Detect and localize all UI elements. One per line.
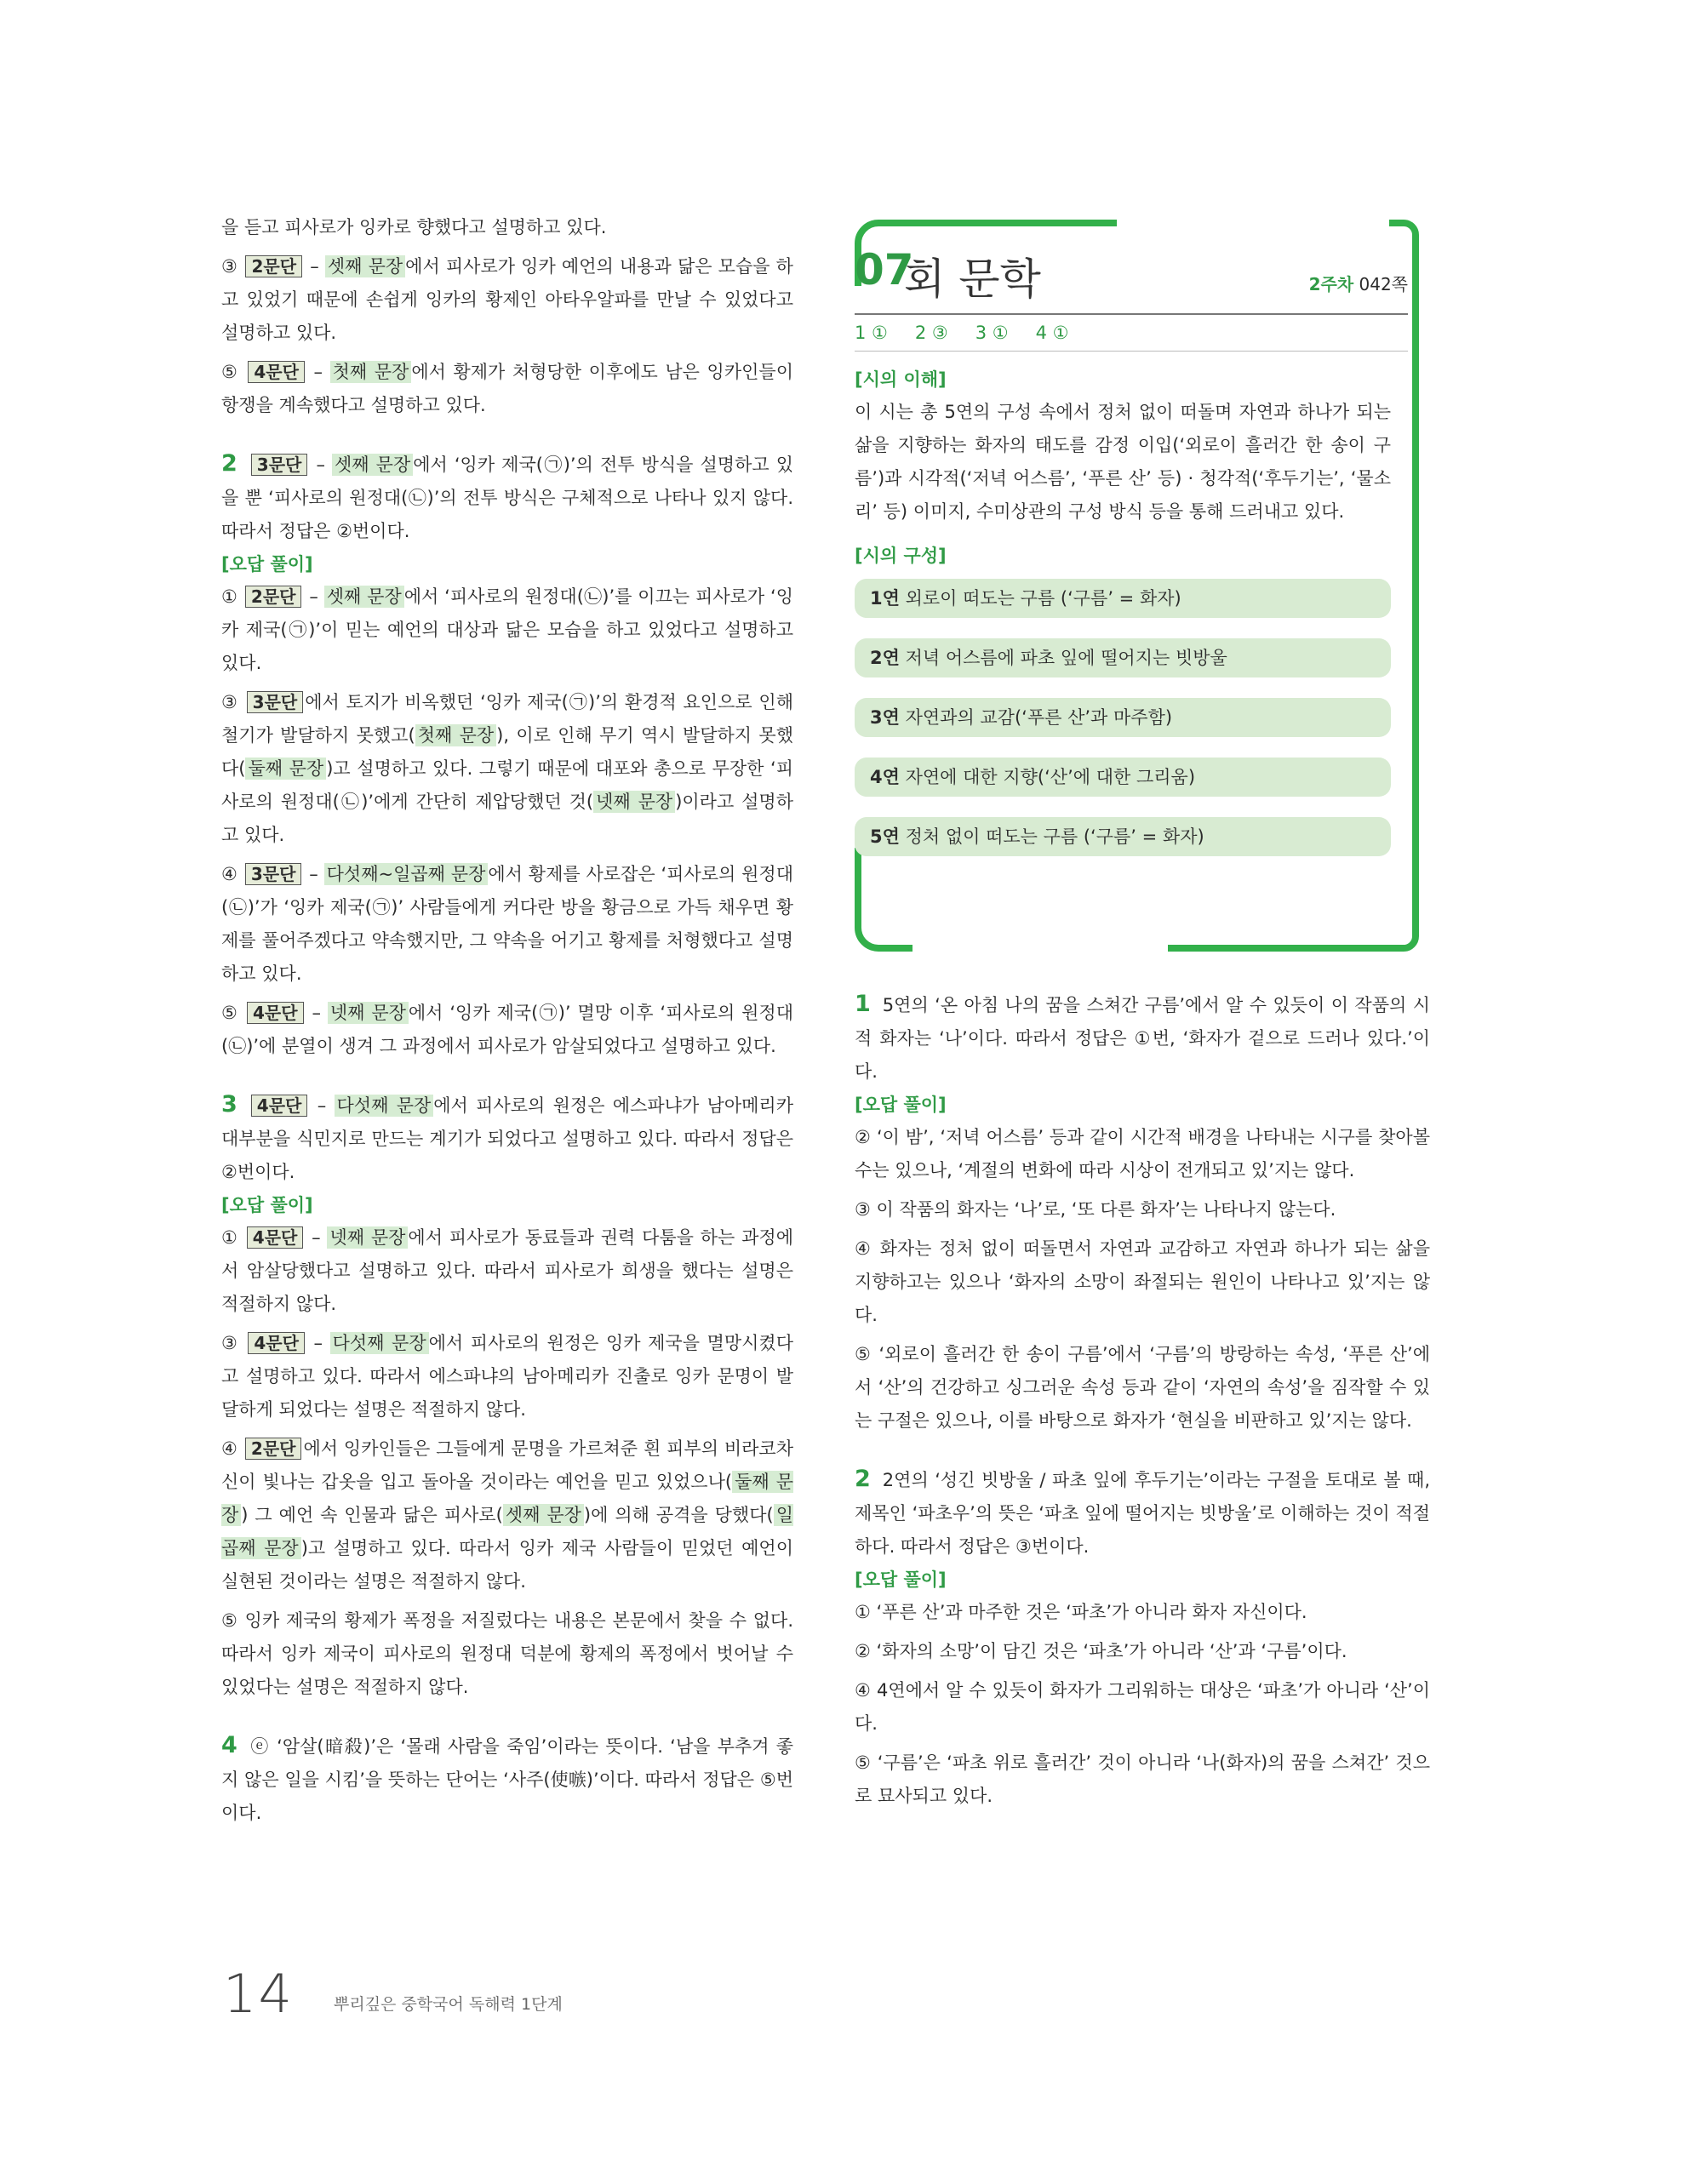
poem-understanding-text: 이 시는 총 5연의 구성 속에서 정처 없이 떠돌며 자연과 하나가 되는 삶을 지향하는 화자의 태도를 감정 이입(‘외로이 흘러간 한 송이 구름’)과 시각적(‘저녁 어스름’, ‘푸른 산’ 등) · 청각적(‘후두기는’, ‘물소리’ 등) 이미지, 수미상관의 구성 방식 등을 통해 드러내고 있다.: [855, 402, 1391, 522]
dash: –: [312, 1003, 321, 1023]
option-item: ⑤ ‘외로이 흘러간 한 송이 구름’에서 ‘구름’의 방랑하는 속성, ‘푸른 산’에서 ‘산’의 건강하고 싱그러운 속성 등과 같이 ‘자연의 속성’을 짐작할 수 있는 구절은 있으나, 이를 바탕으로 화자가 ‘현실을 비판하고 있’지는 않다.: [855, 1344, 1430, 1431]
text: ) 그 예언 속 인물과 닮은 피사로(: [241, 1505, 503, 1525]
paragraph-tag: 2문단: [245, 1438, 302, 1460]
text: ⓔ ‘암살(暗殺)’은 ‘몰래 사람을 죽임’이라는 뜻이다. ‘남을 부추겨 좋지 않은 일을 시킴’을 뜻하는 단어는 ‘사주(使嗾)’이다. 따라서 정답은 ⑤번이다.: [221, 1736, 793, 1823]
stanza-text: 자연에 대한 지향(‘산’에 대한 그리움): [899, 767, 1196, 787]
text: 에서 ‘피사로의 원정대(㉡)’를 이끄는 피사로가 ‘잉카 제국(㉠)’이 믿는 예언의 대상과 닮은 모습을 하고 있었다고 설명하고 있다.: [221, 586, 793, 673]
option-number: ③: [221, 692, 238, 712]
question-2-explanation: [221, 447, 793, 548]
paragraph-tag: 4문단: [247, 1002, 304, 1024]
sentence-highlight: 다섯째 문장: [335, 1095, 434, 1117]
option-item: [221, 858, 793, 991]
paragraph-tag: 3문단: [245, 863, 302, 885]
stanza-row: [855, 758, 1391, 797]
text: 에서 황제를 사로잡은 ‘피사로의 원정대(㉡)’가 ‘잉카 제국(㉠)’ 사람들에게 커다란 방을 황금으로 가득 채우면 황제를 풀어주겠다고 약속했지만, 그 약속을 어기고 황제를 처형했다고 설명하고 있다.: [221, 864, 794, 984]
paragraph-tag: 4문단: [248, 1332, 305, 1354]
text: )이라고 설명하고 있다.: [221, 792, 793, 845]
option-number: ④: [221, 864, 237, 884]
sentence-highlight: 넷째 문장: [328, 1002, 409, 1024]
dash: –: [309, 864, 318, 884]
left-column: [221, 211, 793, 1836]
paragraph-tag: 2문단: [245, 255, 302, 277]
dash: –: [312, 1227, 321, 1248]
sentence-highlight: 다섯째~일곱째 문장: [324, 863, 489, 885]
sentence-highlight: 넷째 문장: [327, 1226, 408, 1249]
stanza-number: 2연: [870, 648, 900, 668]
sentence-highlight: 둘째 문장: [221, 1472, 793, 1525]
paragraph-tag: 4문단: [247, 1226, 304, 1249]
answer-box-header: [855, 220, 1408, 313]
sentence-highlight: 셋째 문장: [324, 586, 404, 608]
option-number: ①: [221, 586, 238, 607]
question-3-explanation: [221, 1088, 793, 1189]
sentence-highlight: 둘째 문장: [245, 758, 326, 780]
answer-key-item: 2 ③: [914, 323, 948, 343]
sentence-highlight: 첫째 문장: [330, 361, 412, 383]
wrong-answer-label: [오답 풀이]: [855, 1569, 947, 1590]
text: )에 의해 공격을 당했다(: [583, 1505, 774, 1525]
option-number: ⑤: [221, 1610, 238, 1631]
option-item: [221, 997, 793, 1063]
sentence-highlight: 넷째 문장: [593, 791, 675, 813]
stanza-row: [855, 817, 1391, 856]
stanza-row: [855, 638, 1391, 677]
text: 에서 피사로의 원정은 잉카 제국을 멸망시켰다고 설명하고 있다. 따라서 에스파냐의 남아메리카 진출로 잉카 문명이 발달하게 되었다는 설명은 적절하지 않다.: [221, 1333, 793, 1420]
text: 에서 ‘잉카 제국(㉠)’의 전투 방식을 설명하고 있을 뿐 ‘피사로의 원정대(㉡)’의 전투 방식은 구체적으로 나타나 있지 않다. 따라서 정답은 ②번이다.: [221, 455, 793, 541]
paragraph: [221, 211, 793, 244]
answer-key-item: 1 ①: [855, 323, 888, 343]
option-item: ② ‘화자의 소망’이 담긴 것은 ‘파초’가 아니라 ‘산’과 ‘구름’이다.: [855, 1641, 1347, 1661]
stanza-text: 저녁 어스름에 파초 잎에 떨어지는 빗방울: [899, 648, 1227, 668]
sentence-highlight: 셋째 문장: [332, 454, 413, 476]
question-2-explanation: [855, 1462, 1430, 1564]
dash: –: [309, 586, 318, 607]
answer-key-row: [855, 313, 1408, 352]
sentence-highlight: 셋째 문장: [503, 1504, 584, 1526]
text: 2연의 ‘성긴 빗방울 / 파초 잎에 후두기는’이라는 구절을 토대로 볼 때, 제목인 ‘파초우’의 뜻은 ‘파초 잎에 떨어지는 빗방울’로 이해하는 것이 적절하다. 따라서 정답은 ③번이다.: [855, 1470, 1430, 1557]
dash: –: [316, 455, 325, 475]
option-number: ⑤: [221, 1003, 239, 1023]
week-label: 2주차: [1308, 274, 1354, 294]
paragraph-tag: 4문단: [248, 361, 305, 383]
stanza-row: [855, 698, 1391, 737]
session-number: 07: [855, 245, 914, 294]
stanza-number: 4연: [870, 767, 900, 787]
stanza-text: 자연과의 교감(‘푸른 산’과 마주함): [899, 707, 1173, 728]
question-1-explanation: [855, 987, 1430, 1089]
option-item: [221, 1432, 793, 1598]
dash: –: [313, 1333, 323, 1353]
stanza-number: 1연: [870, 588, 900, 609]
wrong-answer-label: [오답 풀이]: [855, 1095, 947, 1115]
option-item: ④ 4연에서 알 수 있듯이 화자가 그리워하는 대상은 ‘파초’가 아니라 ‘산’이다.: [855, 1680, 1430, 1734]
option-item: [221, 1327, 793, 1426]
text: 에서 피사로의 원정은 에스파냐가 남아메리카 대부분을 식민지로 만드는 계기가 되었다고 설명하고 있다. 따라서 정답은 ②번이다.: [221, 1095, 793, 1182]
option-number: ⑤: [221, 362, 239, 382]
dash: –: [317, 1095, 327, 1116]
sentence-highlight: 일곱째 문장: [221, 1505, 793, 1558]
text: )고 설명하고 있다. 따라서 잉카 제국 사람들이 믿었던 예언이 실현된 것이라는 설명은 적절하지 않다.: [221, 1538, 793, 1592]
text: )고 설명하고 있다. 그렇기 때문에 대포와 총으로 무장한 ‘피사로의 원정대(㉡)’에게 간단히 제압당했던 것(: [221, 758, 793, 812]
text: 에서 ‘잉카 제국(㉠)’ 멸망 이후 ‘피사로의 원정대(㉡)’에 분열이 생겨 그 과정에서 피사로가 암살되었다고 설명하고 있다.: [221, 1003, 793, 1056]
text: 5연의 ‘온 아침 나의 꿈을 스쳐간 구름’에서 알 수 있듯이 이 작품의 시적 화자는 ‘나’이다. 따라서 정답은 ①번, ‘화자가 겉으로 드러나 있다.’이다.: [855, 995, 1430, 1082]
option-item: [221, 580, 793, 680]
poem-understanding-label: [시의 이해]: [855, 369, 947, 390]
paragraph-tag: 4문단: [251, 1095, 308, 1117]
sentence-highlight: 셋째 문장: [325, 255, 405, 277]
question-number: 2: [221, 450, 237, 477]
stanza-row: [855, 579, 1391, 618]
answer-key-item: 3 ①: [975, 323, 1009, 343]
question-number: 3: [221, 1091, 237, 1118]
page-ref: 042쪽: [1353, 274, 1408, 294]
sentence-highlight: 다섯째 문장: [330, 1332, 429, 1354]
option-number: ①: [221, 1227, 238, 1248]
text: ), 이로 인해 무기 역시 발달하지 못했다(: [221, 725, 793, 779]
sentence-highlight: 첫째 문장: [415, 724, 496, 746]
option-item: ③ 이 작품의 화자는 ‘나’로, ‘또 다른 화자’는 나타나지 않는다.: [855, 1199, 1336, 1220]
text: 에서 피사로가 동료들과 권력 다툼을 하는 과정에서 암살당했다고 설명하고 있다. 따라서 피사로가 희생을 했다는 설명은 적절하지 않다.: [221, 1227, 793, 1314]
question-number: 1: [855, 991, 871, 1017]
option-item: [221, 686, 793, 852]
option-item: ④ 화자는 정처 없이 떠돌면서 자연과 교감하고 자연과 하나가 되는 삶을 지향하고는 있으나 ‘화자의 소망이 좌절되는 원인이 나타나고 있’지는 않다.: [855, 1238, 1430, 1325]
stanza-number: 3연: [870, 707, 900, 728]
wrong-answer-label: [오답 풀이]: [221, 1195, 313, 1215]
book-title: 뿌리깊은 중학국어 독해력 1단계: [334, 1995, 563, 2014]
text: 잉카 제국의 황제가 폭정을 저질렀다는 내용은 본문에서 찾을 수 없다. 따라서 잉카 제국이 피사로의 원정대 덕분에 황제의 폭정에서 벗어날 수 있었다는 설명은 적절하지 않다.: [221, 1610, 794, 1697]
option-item: ② ‘이 밤’, ‘저녁 어스름’ 등과 같이 시간적 배경을 나타내는 시구를 찾아볼 수는 있으나, ‘계절의 변화에 따라 시상이 전개되고 있’지는 않다.: [855, 1127, 1430, 1181]
question-4-explanation: [221, 1729, 793, 1830]
option-number: ③: [221, 256, 238, 277]
question-number: 2: [855, 1466, 871, 1492]
stanza-number: 5연: [870, 826, 900, 847]
page-number: 14: [223, 1963, 294, 2025]
text: 을 듣고 피사로가 잉카로 향했다고 설명하고 있다.: [221, 217, 607, 237]
question-number: 4: [221, 1732, 237, 1758]
text: 에서 황제가 처형당한 이후에도 남은 잉카인들이 항쟁을 계속했다고 설명하고 있다.: [221, 362, 793, 415]
week-page: [1309, 271, 1408, 295]
paragraph-tag: 2문단: [245, 586, 302, 608]
option-item: [221, 250, 793, 350]
wrong-answer-label: [오답 풀이]: [221, 554, 313, 575]
stanza-text: 정처 없이 떠도는 구름 (‘구름’ = 화자): [899, 826, 1204, 847]
option-number: ③: [221, 1333, 239, 1353]
option-item: ① ‘푸른 산’과 마주한 것은 ‘파초’가 아니라 화자 자신이다.: [855, 1602, 1307, 1622]
text: 에서 피사로가 잉카 예언의 내용과 닮은 모습을 하고 있었기 때문에 손쉽게 잉카의 황제인 아타우알파를 만날 수 있었다고 설명하고 있다.: [221, 256, 793, 343]
dash: –: [313, 362, 323, 382]
text: 에서 토지가 비옥했던 ‘잉카 제국(㉠)’의 환경적 요인으로 인해 철기가 발달하지 못했고(: [221, 692, 793, 746]
poem-structure-label: [시의 구성]: [855, 546, 947, 566]
session-title: 회 문학: [904, 254, 1041, 304]
option-item: ⑤ ‘구름’은 ‘파초 위로 흘러간’ 것이 아니라 ‘나(화자)의 꿈을 스쳐간’ 것으로 묘사되고 있다.: [855, 1752, 1430, 1806]
answer-key-item: 4 ①: [1035, 323, 1069, 343]
option-item: [221, 1604, 793, 1704]
option-item: [221, 356, 793, 422]
paragraph-tag: 3문단: [247, 691, 304, 713]
option-item: [221, 1221, 793, 1321]
right-column: [855, 987, 1430, 1819]
dash: –: [310, 256, 319, 277]
paragraph-tag: 3문단: [251, 454, 308, 476]
stanza-text: 외로이 떠도는 구름 (‘구름’ = 화자): [899, 588, 1181, 609]
option-number: ④: [221, 1438, 238, 1459]
text: 에서 잉카인들은 그들에게 문명을 가르쳐준 흰 피부의 비라코차 신이 빛나는 갑옷을 입고 돌아올 것이라는 예언을 믿고 있었으나(: [221, 1438, 793, 1492]
answer-box: [855, 220, 1408, 877]
